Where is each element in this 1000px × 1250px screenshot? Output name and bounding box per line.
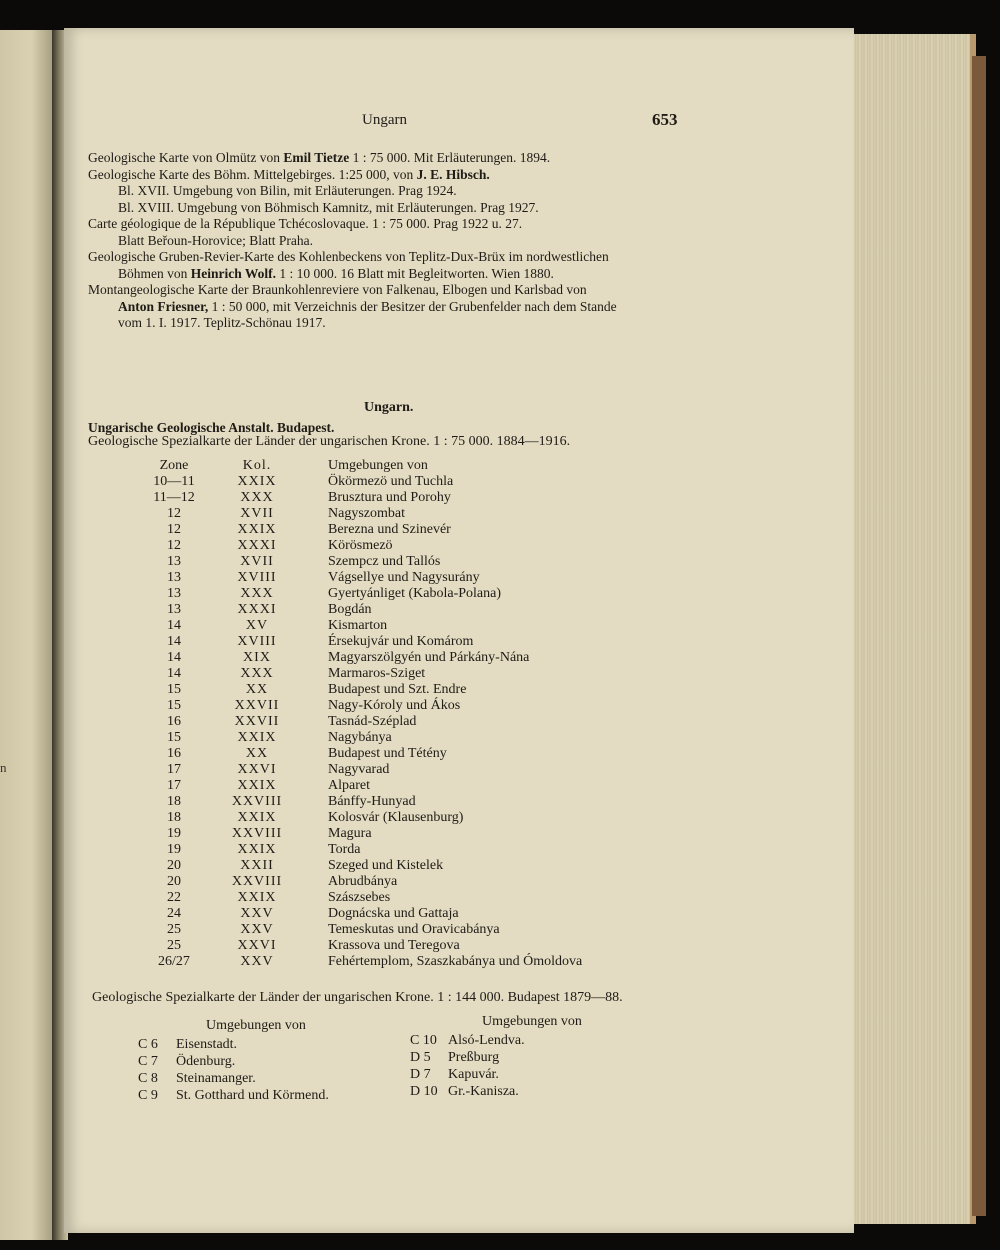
zone-cell: 16 bbox=[167, 746, 181, 761]
place-cell: Abrudbánya bbox=[328, 874, 398, 889]
zone-cell: 13 bbox=[167, 554, 181, 569]
intro-line bbox=[88, 216, 617, 233]
sheet-code: C 9 bbox=[138, 1088, 158, 1103]
table-row bbox=[144, 602, 658, 618]
kol-cell: XXII bbox=[240, 858, 274, 873]
kol-cell: XXVIII bbox=[231, 826, 283, 841]
list-item bbox=[410, 1049, 525, 1066]
kol-cell: XVIII bbox=[237, 634, 277, 649]
kol-cell: XXVI bbox=[237, 938, 277, 953]
zone-cell: 18 bbox=[167, 810, 181, 825]
intro-line bbox=[88, 299, 617, 316]
table-row bbox=[144, 714, 658, 730]
place-cell: Kismarton bbox=[328, 618, 388, 633]
zone-cell: 12 bbox=[167, 538, 181, 553]
sheet-place: Kapuvár. bbox=[448, 1067, 499, 1082]
table-row bbox=[144, 634, 658, 650]
list-item bbox=[410, 1066, 525, 1083]
table-row bbox=[144, 778, 658, 794]
sheet-list-right bbox=[410, 1032, 525, 1100]
place-cell: Vágsellye und Nagysurány bbox=[328, 570, 480, 585]
table-row bbox=[144, 490, 658, 506]
kol-cell: XXVIII bbox=[231, 794, 283, 809]
left-page-edge bbox=[0, 30, 52, 1240]
text-run: Carte géologique de la République Tchécoslovaque. 1 : 75 000. Prag 1922 u. 27. bbox=[88, 216, 523, 231]
zone-cell: 12 bbox=[167, 506, 181, 521]
kol-cell: XVIII bbox=[237, 570, 277, 585]
table-row bbox=[144, 474, 658, 490]
list-item bbox=[138, 1070, 329, 1087]
text-run: 1 : 10 000. 16 Blatt mit Begleitworten. Wien 1880. bbox=[276, 265, 554, 281]
table-row bbox=[144, 762, 658, 778]
zone-cell: 14 bbox=[167, 650, 181, 665]
intro-line bbox=[88, 282, 617, 299]
kol-cell: XIX bbox=[243, 650, 271, 665]
sheet-code: C 10 bbox=[410, 1033, 437, 1048]
zone-cell: 15 bbox=[167, 698, 181, 713]
author-name: Heinrich Wolf. bbox=[190, 265, 277, 281]
table-row bbox=[144, 730, 658, 746]
kol-cell: XXX bbox=[240, 586, 274, 601]
zone-cell: 10—11 bbox=[153, 474, 195, 489]
kol-cell: XX bbox=[245, 682, 269, 697]
kol-cell: XXIX bbox=[237, 522, 277, 537]
table-row bbox=[144, 938, 658, 954]
place-cell: Magura bbox=[328, 826, 372, 841]
table-row bbox=[144, 586, 658, 602]
text-run: Montangeologische Karte der Braunkohlenreviere von Falkenau, Elbogen und Karlsbad von bbox=[88, 282, 587, 297]
kol-cell: XXIX bbox=[237, 474, 277, 489]
table-row bbox=[144, 698, 658, 714]
institution-heading: Ungarische Geologische Anstalt. Budapest. bbox=[88, 420, 335, 435]
margin-fragment: n bbox=[0, 760, 7, 775]
kol-cell: XXX bbox=[240, 666, 274, 681]
place-cell: Budapest und Szt. Endre bbox=[328, 682, 467, 697]
intro-line bbox=[88, 200, 617, 217]
intro-line bbox=[88, 183, 617, 200]
table-row bbox=[144, 890, 658, 906]
zone-cell: 15 bbox=[167, 730, 181, 745]
place-cell: Magyarszölgyén und Párkány-Nána bbox=[328, 650, 530, 665]
text-run: Bl. XVII. Umgebung von Bilin, mit Erläuterungen. Prag 1924. bbox=[118, 183, 457, 198]
kol-cell: XXVI bbox=[237, 762, 277, 777]
place-cell: Krassova und Teregova bbox=[328, 938, 460, 953]
place-cell: Nagy-Kóroly und Ákos bbox=[328, 698, 461, 713]
table-row bbox=[144, 874, 658, 890]
list-item bbox=[138, 1087, 329, 1104]
kol-cell: XXV bbox=[240, 954, 274, 969]
place-cell: Kolosvár (Klausenburg) bbox=[328, 810, 464, 825]
place-cell: Brusztura und Porohy bbox=[328, 490, 451, 505]
zone-cell: 17 bbox=[167, 778, 181, 793]
zone-cell: 17 bbox=[167, 762, 181, 777]
table-row bbox=[144, 650, 658, 666]
table-row bbox=[144, 842, 658, 858]
table-row bbox=[144, 682, 658, 698]
text-run: Geologische Gruben-Revier-Karte des Kohlenbeckens von Teplitz-Dux-Brüx im nordwestlichen bbox=[88, 249, 609, 264]
zone-cell: 12 bbox=[167, 522, 181, 537]
place-cell: Dognácska und Gattaja bbox=[328, 906, 459, 921]
kol-cell: XXX bbox=[240, 490, 274, 505]
sheet-place: Gr.-Kanisza. bbox=[448, 1084, 519, 1099]
sheet-place: Steinamanger. bbox=[176, 1071, 256, 1086]
place-cell: Tasnád-Széplad bbox=[328, 714, 417, 729]
zone-cell: 14 bbox=[167, 618, 181, 633]
sheet-place: Ödenburg. bbox=[176, 1054, 236, 1069]
sheet-place: St. Gotthard und Körmend. bbox=[176, 1088, 329, 1103]
place-cell: Budapest und Tétény bbox=[328, 746, 447, 761]
kol-cell: XXIX bbox=[237, 842, 277, 857]
table-row bbox=[144, 794, 658, 810]
text-run: 1 : 75 000. Mit Erläuterungen. 1894. bbox=[349, 150, 551, 165]
kol-cell: XXVII bbox=[234, 698, 280, 713]
sheet-place: Eisenstadt. bbox=[176, 1037, 238, 1052]
page-number: 653 bbox=[652, 110, 678, 129]
kol-cell: XXIX bbox=[237, 778, 277, 793]
sheet-code: C 6 bbox=[138, 1037, 158, 1052]
table-row bbox=[144, 810, 658, 826]
place-cell: Nagyvarad bbox=[328, 762, 390, 777]
zone-cell: 25 bbox=[167, 922, 181, 937]
zone-cell: 15 bbox=[167, 682, 181, 697]
section-title: Ungarn. bbox=[364, 400, 414, 415]
zone-cell: 19 bbox=[167, 842, 181, 857]
text-run: 1 : 50 000, mit Verzeichnis der Besitzer der Grubenfelder nach dem Stande bbox=[208, 298, 617, 314]
text-run: Geologische Karte von Olmütz von bbox=[88, 150, 284, 165]
sheet-code: D 7 bbox=[410, 1067, 431, 1082]
zone-cell: 19 bbox=[167, 826, 181, 841]
table-row bbox=[144, 618, 658, 634]
map-series-2-title: Geologische Spezialkarte der Länder der ungarischen Krone. 1 : 144 000. Budapest 1879—88. bbox=[92, 990, 623, 1005]
text-run: vom 1. I. 1917. Teplitz-Schönau 1917. bbox=[118, 315, 326, 330]
intro-line bbox=[88, 266, 617, 283]
kol-cell: XV bbox=[245, 618, 269, 633]
author-name: Emil Tietze bbox=[283, 150, 350, 165]
list-item bbox=[410, 1032, 525, 1049]
zone-cell: 14 bbox=[167, 666, 181, 681]
place-cell: Körösmezö bbox=[328, 538, 393, 553]
table-row bbox=[144, 858, 658, 874]
table-row bbox=[144, 554, 658, 570]
zone-cell: 13 bbox=[167, 586, 181, 601]
zone-cell: 26/27 bbox=[158, 954, 190, 969]
list-header-right: Umgebungen von bbox=[482, 1014, 582, 1029]
kol-cell: XXIX bbox=[237, 810, 277, 825]
table-row bbox=[144, 906, 658, 922]
place-cell: Ökörmezö und Tuchla bbox=[328, 474, 454, 489]
place-cell: Temeskutas und Oravicabánya bbox=[328, 922, 500, 937]
col-header-kol: Kol. bbox=[242, 458, 272, 473]
zone-cell: 13 bbox=[167, 570, 181, 585]
table-row bbox=[144, 746, 658, 762]
text-run: Geologische Karte des Böhm. Mittelgebirges. 1:25 000, von bbox=[88, 166, 417, 182]
table-row bbox=[144, 954, 658, 970]
sheet-place: Alsó-Lendva. bbox=[448, 1033, 525, 1048]
kol-cell: XXIX bbox=[237, 730, 277, 745]
list-item bbox=[410, 1083, 525, 1100]
zone-cell: 20 bbox=[167, 874, 181, 889]
place-cell: Torda bbox=[328, 842, 361, 857]
place-cell: Marmaros-Sziget bbox=[328, 666, 426, 681]
zone-cell: 25 bbox=[167, 938, 181, 953]
place-cell: Gyertyánliget (Kabola-Polana) bbox=[328, 586, 501, 601]
author-name: Anton Friesner, bbox=[118, 298, 209, 314]
kol-cell: XXV bbox=[240, 922, 274, 937]
intro-line bbox=[88, 249, 617, 266]
zone-cell: 11—12 bbox=[153, 490, 195, 505]
text-run: Böhmen von bbox=[118, 265, 191, 281]
zone-cell: 22 bbox=[167, 890, 181, 905]
kol-cell: XXIX bbox=[237, 890, 277, 905]
book-cover-edge bbox=[972, 56, 986, 1216]
table-header-row bbox=[144, 458, 658, 474]
sheet-code: D 10 bbox=[410, 1084, 438, 1099]
text-run: Blatt Beřoun-Horovice; Blatt Praha. bbox=[118, 232, 313, 248]
kol-cell: XVII bbox=[240, 506, 274, 521]
list-item bbox=[138, 1053, 329, 1070]
place-cell: Fehértemplom, Szaszkabánya und Ómoldova bbox=[328, 954, 583, 969]
zone-cell: 20 bbox=[167, 858, 181, 873]
kol-cell: XXV bbox=[240, 906, 274, 921]
intro-line bbox=[88, 233, 617, 250]
col-header-zone: Zone bbox=[159, 458, 189, 473]
list-item bbox=[138, 1036, 329, 1053]
intro-line bbox=[88, 167, 617, 184]
table-row bbox=[144, 570, 658, 586]
place-cell: Alparet bbox=[328, 778, 370, 793]
table-row bbox=[144, 522, 658, 538]
zone-cell: 16 bbox=[167, 714, 181, 729]
intro-line bbox=[88, 315, 617, 332]
sheet-code: C 7 bbox=[138, 1054, 158, 1069]
intro-line bbox=[88, 150, 617, 167]
place-cell: Szászsebes bbox=[328, 890, 391, 905]
kol-cell: XVII bbox=[240, 554, 274, 569]
zone-table bbox=[144, 458, 658, 970]
zone-cell: 14 bbox=[167, 634, 181, 649]
table-row bbox=[144, 538, 658, 554]
author-name: J. E. Hibsch. bbox=[416, 166, 490, 182]
sheet-code: D 5 bbox=[410, 1050, 431, 1065]
place-cell: Berezna und Szinevér bbox=[328, 522, 451, 537]
place-cell: Bánffy-Hunyad bbox=[328, 794, 416, 809]
place-cell: Nagyszombat bbox=[328, 506, 405, 521]
running-header: Ungarn bbox=[362, 112, 407, 128]
kol-cell: XXXI bbox=[237, 602, 277, 617]
zone-cell: 13 bbox=[167, 602, 181, 617]
intro-bibliography bbox=[88, 150, 617, 332]
zone-cell: 24 bbox=[167, 906, 181, 921]
place-cell: Szempcz und Tallós bbox=[328, 554, 441, 569]
table-row bbox=[144, 666, 658, 682]
table-row bbox=[144, 506, 658, 522]
sheet-place: Preßburg bbox=[448, 1050, 500, 1065]
col-header-umgebungen: Umgebungen von bbox=[328, 458, 428, 473]
place-cell: Nagybánya bbox=[328, 730, 392, 745]
place-cell: Szeged und Kistelek bbox=[328, 858, 444, 873]
kol-cell: XX bbox=[245, 746, 269, 761]
sheet-list-left bbox=[138, 1036, 329, 1104]
zone-cell: 18 bbox=[167, 794, 181, 809]
book-page bbox=[64, 28, 854, 1233]
kol-cell: XXXI bbox=[237, 538, 277, 553]
list-header-left: Umgebungen von bbox=[206, 1018, 306, 1033]
table-row bbox=[144, 826, 658, 842]
place-cell: Érsekujvár und Komárom bbox=[328, 634, 474, 649]
map-series-title: Geologische Spezialkarte der Länder der ungarischen Krone. 1 : 75 000. 1884—1916. bbox=[88, 434, 571, 449]
table-row bbox=[144, 922, 658, 938]
kol-cell: XXVIII bbox=[231, 874, 283, 889]
text-run: Bl. XVIII. Umgebung von Böhmisch Kamnitz, mit Erläuterungen. Prag 1927. bbox=[118, 199, 539, 215]
place-cell: Bogdán bbox=[328, 602, 372, 617]
kol-cell: XXVII bbox=[234, 714, 280, 729]
sheet-code: C 8 bbox=[138, 1071, 158, 1086]
